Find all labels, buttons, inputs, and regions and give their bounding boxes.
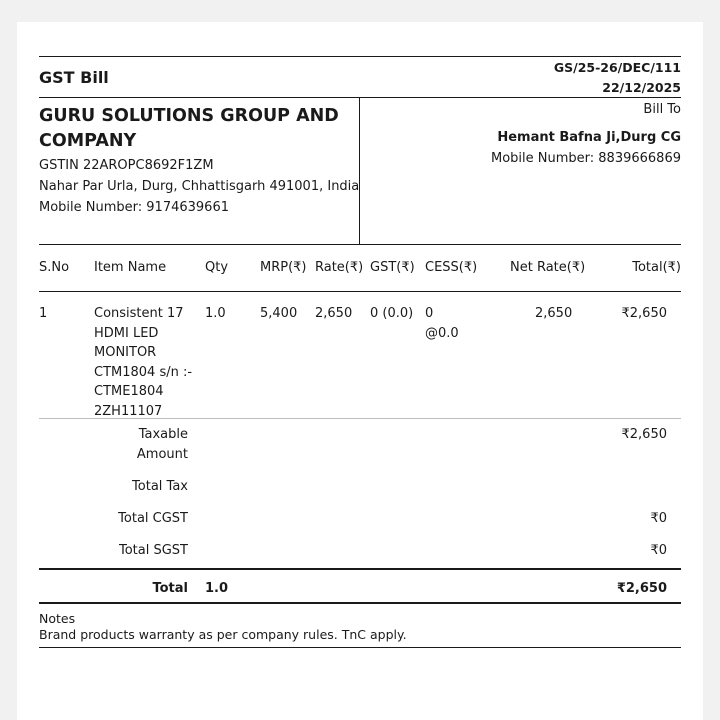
total-cgst-label: Total CGST bbox=[118, 511, 188, 526]
grand-total-label: Total bbox=[152, 581, 188, 596]
row-qty: 1.0 bbox=[205, 306, 226, 321]
table-header-rule bbox=[39, 291, 681, 292]
total-sgst-value: ₹0 bbox=[650, 543, 667, 558]
row-sno: 1 bbox=[39, 306, 48, 321]
buyer-name: Hemant Bafna Ji,Durg CG bbox=[497, 130, 681, 145]
col-gst: GST(₹) bbox=[370, 260, 415, 275]
taxable-amount-value: ₹2,650 bbox=[621, 427, 667, 442]
row-gst: 0 (0.0) bbox=[370, 306, 414, 321]
row-mrp: 5,400 bbox=[260, 306, 298, 321]
col-item: Item Name bbox=[94, 260, 167, 275]
bill-to-label: Bill To bbox=[643, 102, 681, 117]
bill-date: 22/12/2025 bbox=[602, 80, 681, 95]
bill-number: GS/25-26/DEC/111 bbox=[553, 60, 681, 75]
col-rate: Rate(₹) bbox=[315, 260, 364, 275]
col-total: Total(₹) bbox=[632, 260, 681, 275]
grand-total-value: ₹2,650 bbox=[616, 581, 667, 596]
col-mrp: MRP(₹) bbox=[260, 260, 307, 275]
seller-mobile: Mobile Number: 9174639661 bbox=[39, 200, 229, 215]
total-sgst-label: Total SGST bbox=[118, 543, 188, 558]
header-rule bbox=[39, 97, 681, 98]
seller-name: GURU SOLUTIONS GROUP AND COMPANY bbox=[39, 106, 339, 151]
total-top-rule bbox=[39, 568, 681, 570]
buyer-mobile: Mobile Number: 8839666869 bbox=[491, 151, 681, 166]
row-total: ₹2,650 bbox=[621, 306, 667, 321]
total-bottom-rule bbox=[39, 602, 681, 604]
row-rate: 2,650 bbox=[315, 306, 353, 321]
col-qty: Qty bbox=[205, 260, 229, 275]
top-rule bbox=[39, 56, 681, 57]
total-tax-label: Total Tax bbox=[132, 479, 188, 494]
notes-text: Brand products warranty as per company rules. TnC apply. bbox=[39, 627, 407, 642]
table-top-rule bbox=[39, 244, 681, 245]
col-sno: S.No bbox=[39, 260, 70, 275]
grand-total-qty: 1.0 bbox=[205, 581, 229, 596]
seller-address: Nahar Par Urla, Durg, Chhattisgarh 491001, India bbox=[39, 179, 360, 194]
row-separator bbox=[39, 418, 681, 419]
row-item-name: Consistent 17 HDMI LED MONITOR CTM1804 s/n :-CTME1804 2ZH11107 bbox=[94, 306, 193, 419]
party-divider bbox=[359, 97, 360, 244]
row-net-rate: 2,650 bbox=[535, 306, 573, 321]
taxable-amount-label: Taxable Amount bbox=[136, 427, 188, 462]
total-cgst-value: ₹0 bbox=[650, 511, 667, 526]
bill-title: GST Bill bbox=[39, 68, 109, 87]
seller-gstin: GSTIN 22AROPC8692F1ZM bbox=[39, 158, 214, 173]
invoice-page bbox=[17, 22, 703, 720]
notes-label: Notes bbox=[39, 611, 76, 626]
notes-rule bbox=[39, 647, 681, 648]
col-net-rate: Net Rate(₹) bbox=[510, 260, 586, 275]
row-cess: 0 @0.0 bbox=[425, 306, 459, 341]
col-cess: CESS(₹) bbox=[425, 260, 478, 275]
